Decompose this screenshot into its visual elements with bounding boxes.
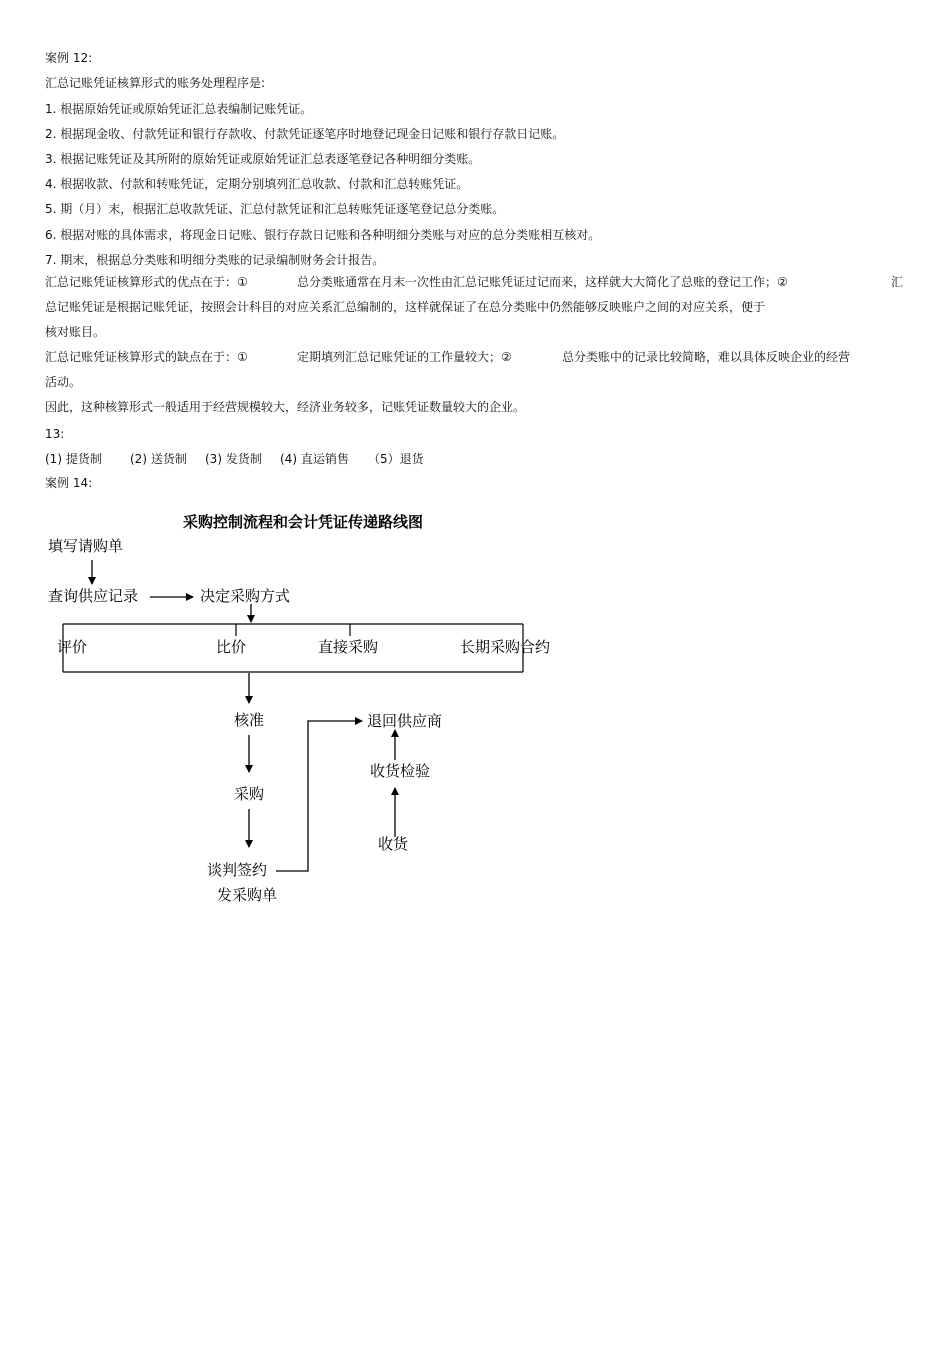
node-long-contract: 长期采购合约 <box>460 638 551 656</box>
step-3: 3. 根据记账凭证及其所附的原始凭证或原始凭证汇总表逐笔登记各种明细分类账。 <box>45 152 481 166</box>
node-approve: 核准 <box>234 711 265 729</box>
step-2: 2. 根据现金收、付款凭证和银行存款收、付款凭证逐笔序时地登记现金日记账和银行存款日记账。 <box>45 127 565 141</box>
disadvantages-line1-b: 定期填列汇总记账凭证的工作量较大；② <box>297 350 512 364</box>
options-bracket <box>63 624 523 672</box>
purchase-flow-diagram <box>40 505 580 915</box>
step-4: 4. 根据收款、付款和转账凭证，定期分别填列汇总收款、付款和汇总转账凭证。 <box>45 177 469 191</box>
case13-item-3: (3) 发货制 <box>205 452 262 466</box>
disadvantages-line1-a: 汇总记账凭证核算形式的缺点在于：① <box>45 350 248 364</box>
disadvantages-line1-c: 总分类账中的记录比较简略，难以具体反映企业的经营 <box>562 350 851 364</box>
node-issue-order: 发采购单 <box>217 886 278 904</box>
conclusion: 因此，这种核算形式一般适用于经营规模较大，经济业务较多，记账凭证数量较大的企业。 <box>45 400 526 414</box>
node-decide-method: 决定采购方式 <box>200 587 291 605</box>
case13-item-2: (2) 送货制 <box>130 452 187 466</box>
case13-heading: 13: <box>45 427 65 441</box>
case13-item-1: (1) 提货制 <box>45 452 102 466</box>
case14-heading: 案例 14: <box>45 476 93 490</box>
node-purchase: 采购 <box>234 785 265 803</box>
node-direct-purchase: 直接采购 <box>318 638 379 656</box>
advantages-line2: 总记账凭证是根据记账凭证，按照会计科目的对应关系汇总编制的，这样就保证了在总分类账中仍然能够反映账户之间的对应关系，便于 <box>45 300 766 314</box>
step-1: 1. 根据原始凭证或原始凭证汇总表编制记账凭证。 <box>45 102 313 116</box>
step-5: 5. 期（月）末，根据汇总收款凭证、汇总付款凭证和汇总转账凭证逐笔登记总分类账。 <box>45 202 505 216</box>
node-evaluate: 评价 <box>57 638 88 656</box>
advantages-line3: 核对账目。 <box>45 325 106 339</box>
arrow-negotiate-to-return <box>276 721 362 871</box>
case13-item-5: （5）退货 <box>368 452 424 466</box>
node-receive: 收货 <box>378 835 409 853</box>
node-fill-request: 填写请购单 <box>48 537 124 555</box>
step-7: 7. 期末，根据总分类账和明细分类账的记录编制财务会计报告。 <box>45 253 385 267</box>
node-compare: 比价 <box>216 638 247 656</box>
disadvantages-line2: 活动。 <box>45 375 82 389</box>
step-6: 6. 根据对账的具体需求，将现金日记账、银行存款日记账和各种明细分类账与对应的总分类账相互核对。 <box>45 228 601 242</box>
case12-heading: 案例 12: <box>45 51 93 65</box>
node-return-supplier: 退回供应商 <box>367 712 443 730</box>
node-query-supply: 查询供应记录 <box>48 587 139 605</box>
node-receive-inspect: 收货检验 <box>370 762 431 780</box>
case13-item-4: (4) 直运销售 <box>280 452 349 466</box>
diagram-title: 采购控制流程和会计凭证传递路线图 <box>183 513 424 531</box>
case12-intro: 汇总记账凭证核算形式的账务处理程序是: <box>45 76 266 90</box>
node-negotiate: 谈判签约 <box>207 861 268 879</box>
advantages-line1-a: 汇总记账凭证核算形式的优点在于：① <box>45 275 248 289</box>
advantages-line1-b: 总分类账通常在月末一次性由汇总记账凭证过记而来，这样就大大简化了总账的登记工作；② <box>297 275 788 289</box>
advantages-line1-c: 汇 <box>891 275 904 289</box>
